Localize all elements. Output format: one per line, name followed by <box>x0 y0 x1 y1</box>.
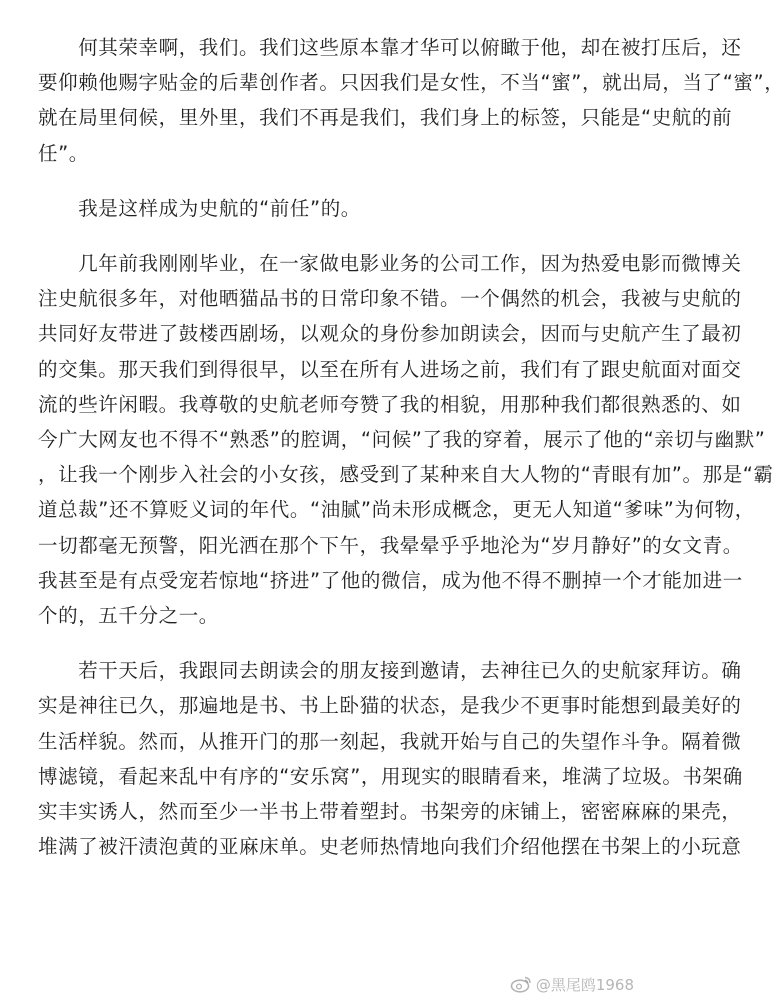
text-line: 何其荣幸啊，我们。我们这些原本靠才华可以俯瞰于他，却在被打压后，还 <box>38 36 742 59</box>
text-line: 实是神往已久，那遍地是书、书上卧猫的状态，是我少不更事时能想到最美好的 <box>38 694 742 718</box>
text-line: 几年前我刚刚毕业，在一家做电影业务的公司工作，因为热爱电影而微博关 <box>38 252 742 275</box>
text-line: 要仰赖他赐字贴金的后辈创作者。只因我们是女性，不当“蜜”，就出局，当了“蜜”， <box>38 71 784 95</box>
watermark-text: @黑尾鸥1968 <box>535 975 634 994</box>
text-line: 若干天后，我跟同去朗读会的朋友接到邀请，去神往已久的史航家拜访。确 <box>38 659 742 683</box>
text-line: 我甚至是有点受宠若惊地“挤进”了他的微信，成为他不得不删掉一个才能加进一 <box>38 568 743 592</box>
text-line: 今广大网友也不得不“熟悉”的腔调，“问候”了我的穿着，展示了他的“亲切与幽默” <box>38 428 766 451</box>
text-line: 一切都毫无预警，阳光洒在那个下午，我晕晕乎乎地沦为“岁月静好”的女文青。 <box>38 533 743 557</box>
text-line: 注史航很多年，对他晒猫品书的日常印象不错。一个偶然的机会，我被与史航的 <box>38 287 742 311</box>
text-line: 任”。 <box>38 141 89 165</box>
text-line: 博滤镜，看起来乱中有序的“安乐窝”，用现实的眼睛看来，堆满了垃圾。书架确 <box>38 764 743 788</box>
text-line: 堆满了被汗渍泡黄的亚麻床单。史老师热情地向我们介绍他摆在书架上的小玩意 <box>38 835 742 859</box>
text-line: 就在局里伺候，里外里，我们不再是我们，我们身上的标签，只能是“史航的前 <box>38 106 733 130</box>
text-line: ，让我一个刚步入社会的小女孩，感受到了某种来自大人物的“青眼有加”。那是“霸 <box>38 463 774 487</box>
text-line: 实丰实诱人，然而至少一半书上带着塑封。书架旁的床铺上，密密麻麻的果壳， <box>38 800 742 823</box>
text-line: 共同好友带进了鼓楼西剧场，以观众的身份参加朗读会，因而与史航产生了最初 <box>38 322 742 346</box>
text-line: 的交集。那天我们到得很早，以至在所有人进场之前，我们有了跟史航面对面交 <box>38 357 742 381</box>
text-line: 我是这样成为史航的“前任”的。 <box>38 196 361 220</box>
text-line: 流的些许闲暇。我尊敬的史航老师夸赞了我的相貌，用那种我们都很熟悉的、如 <box>38 392 742 416</box>
text-line: 道总裁”还不算贬义词的年代。“油腻”尚未形成概念，更无人知道“爹味”为何物， <box>38 498 755 522</box>
text-line: 生活样貌。然而，从推开门的那一刻起，我就开始与自己的失望作斗争。隔着微 <box>38 729 742 753</box>
text-line: 个的，五千分之一。 <box>38 604 219 627</box>
weibo-logo-icon <box>510 975 532 993</box>
watermark <box>510 972 634 996</box>
